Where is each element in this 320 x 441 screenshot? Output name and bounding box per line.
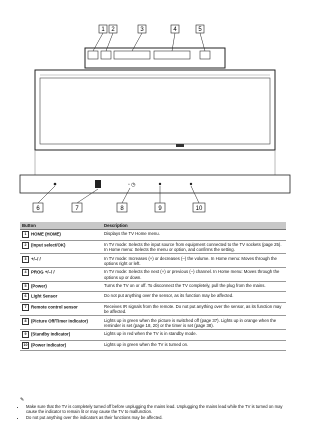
volume-button[interactable] xyxy=(114,51,150,59)
header-button: Button xyxy=(20,222,102,230)
header-description: Description xyxy=(102,222,286,230)
front-panel-detail xyxy=(20,150,290,193)
input-select-button[interactable] xyxy=(101,51,111,59)
callouts-top xyxy=(93,25,205,51)
prog-button[interactable] xyxy=(154,51,190,59)
callout-1: 1 xyxy=(101,27,105,33)
table-row: 9 (Standby indicator) Lights up in red when the TV is in standby mode. xyxy=(20,330,286,340)
callout-2: 2 xyxy=(111,27,115,33)
notes-section xyxy=(20,398,286,420)
remote-sensor xyxy=(95,180,101,188)
callout-10: 10 xyxy=(195,206,203,212)
standby-indicator xyxy=(159,183,161,185)
table-row: 5 (Power) Turns the TV on or off. To disconnect the TV completely, pull the plug from the mains. xyxy=(20,281,286,291)
table-row: 2 (Input select/OK) In TV mode: Selects the input source from equipment connected to the TV sockets (page 25). In Home menu: Selects the menu or option, and confirms the setting. xyxy=(20,240,286,254)
callout-5: 5 xyxy=(198,27,202,33)
note-item: • Make sure that the TV is completely turned off before unplugging the mains lead. Unplugging the mains lead while the TV is turned on may cause the indicator to remain lit or may cause the TV to malfunction. xyxy=(26,404,286,414)
table-row: 10 (Power indicator) Lights up in green when the TV is turned on. xyxy=(20,340,286,350)
callout-6: 6 xyxy=(36,206,40,212)
table-row: 7 Remote control sensor Receives IR signals from the remote. Do not put anything over the sensor, as its function may be affected. xyxy=(20,302,286,316)
power-indicator xyxy=(190,183,192,185)
picture-off-indicator-icon: ▫ ◷ xyxy=(128,182,136,188)
light-sensor xyxy=(54,183,57,186)
tv-diagram xyxy=(0,0,300,220)
table-row: 4 PROG +/–/ / In TV mode: Selects the next (+) or previous (–) channel. In Home menu: Moves through the options up or down. xyxy=(20,268,286,282)
note-item: • Do not put anything over the indicators as their functions may be affected. xyxy=(26,415,286,420)
callout-7: 7 xyxy=(75,206,79,212)
callout-8: 8 xyxy=(120,206,124,212)
table-row: 3 +/–/ / In TV mode: Increases (+) or decreases (–) the volume. In Home menu: Moves through the options right or left. xyxy=(20,254,286,268)
note-icon: ✎ xyxy=(20,397,25,403)
tv-body xyxy=(35,70,275,150)
home-button[interactable] xyxy=(88,51,98,59)
callout-9: 9 xyxy=(158,206,162,212)
table-header-row xyxy=(20,222,286,230)
table-row: 1 HOME (HOME) Displays the TV Home menu. xyxy=(20,230,286,240)
callout-4: 4 xyxy=(173,27,177,33)
buttons-table xyxy=(20,222,286,351)
power-button[interactable] xyxy=(200,51,210,59)
callout-3: 3 xyxy=(140,27,144,33)
table-row: 8 (Picture Off/Timer indicator) Lights up in green when the picture is switched off (page 37). Lights up in orange when the reminder is set (page 18, 20) or the timer is set (page 38). xyxy=(20,316,286,330)
table-row: 6 Light Sensor Do not put anything over the sensor, as its function may be affected. xyxy=(20,292,286,302)
